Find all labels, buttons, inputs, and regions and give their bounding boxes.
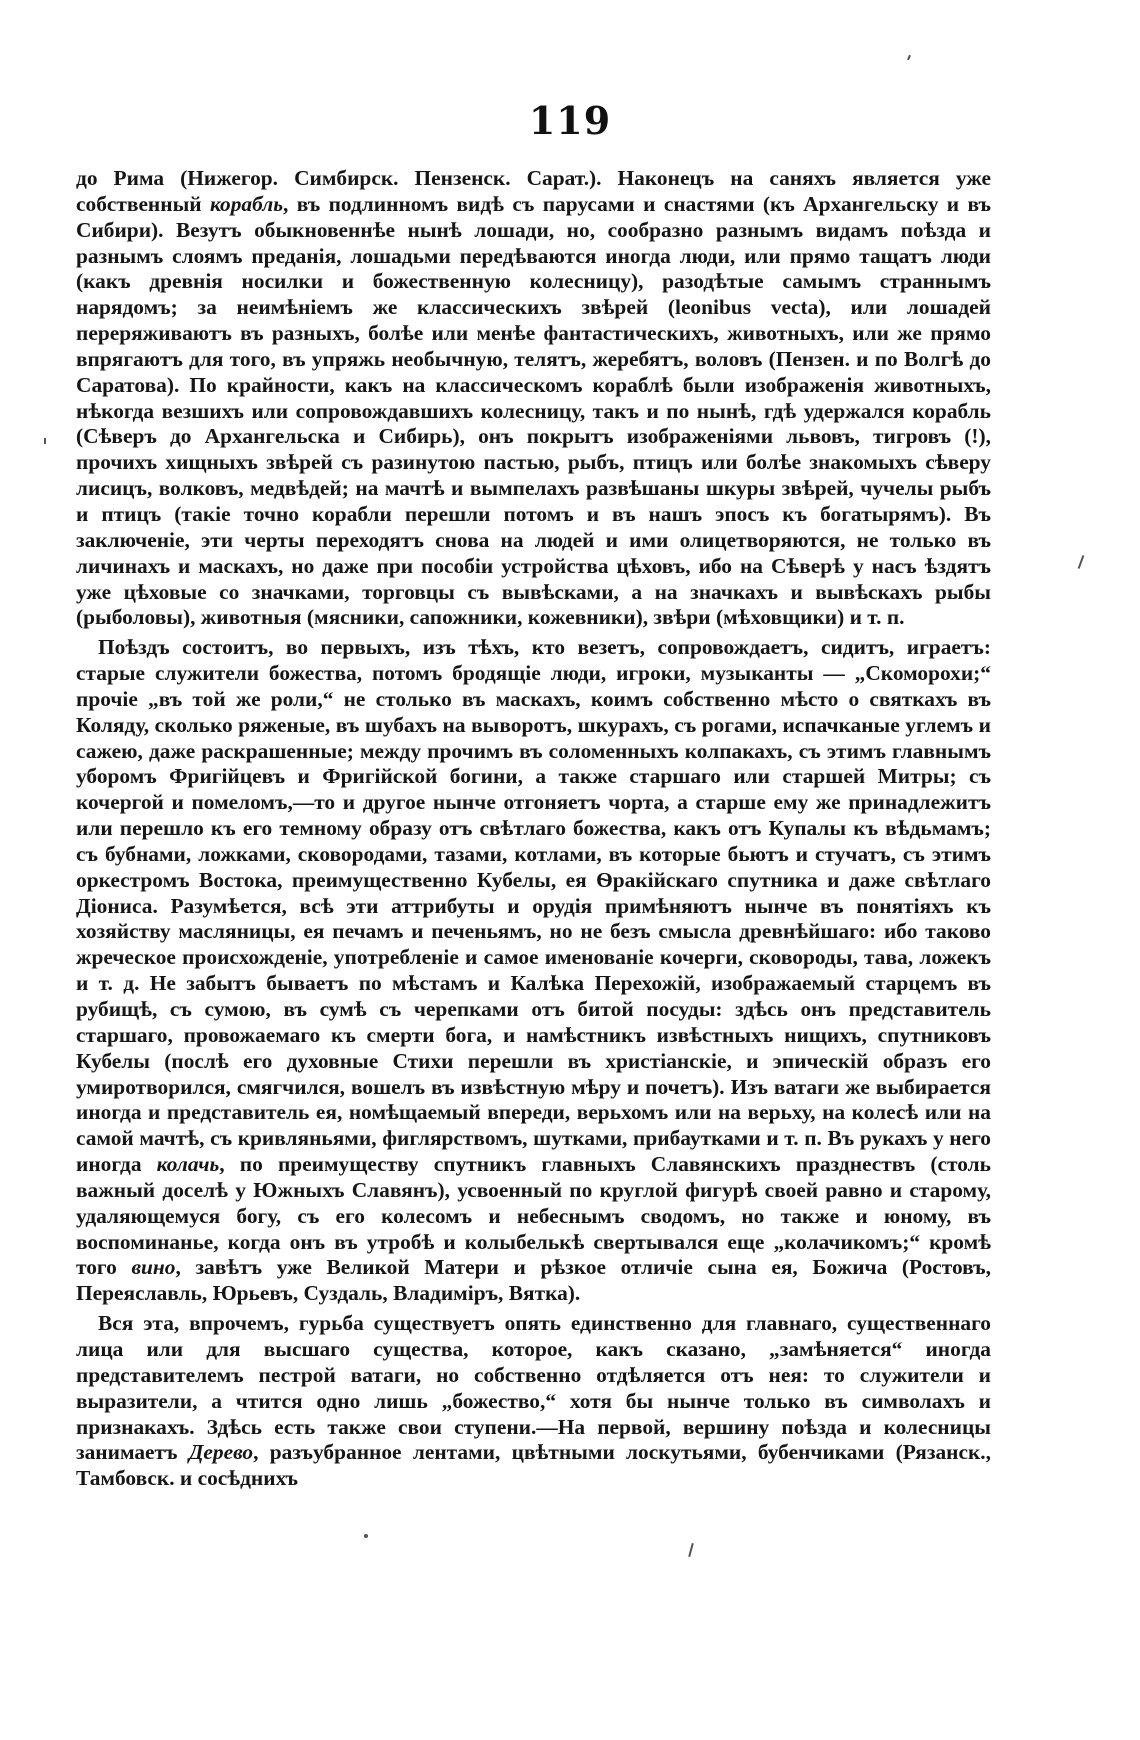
text-run: Поѣздъ состоитъ, во первыхъ, изъ тѣхъ, кто везетъ, сопровождаетъ, сидитъ, играетъ: старые служители божества, потомъ бродящіе люди, игроки, музыканты — „Скоморохи;“ прочіе „въ той же роли,“ не столько въ маскахъ, коимъ собственно мѣсто о святкахъ въ Коляду, сколько ряженые, въ шубахъ на выворотъ, шкурахъ, съ рогами, испачканые углемъ и сажею, даже раскрашенные; между прочимъ въ соломенныхъ колпакахъ, съ этимъ главнымъ уборомъ Фригійцевъ и Фригійской богини, а также старшаго или старшей Митры; съ кочергой и помеломъ,—то и другое нынче отгоняетъ чорта, а старше ему же принадлежитъ или перешло къ его темному образу отъ свѣтлаго божества, какъ отъ Купалы къ вѣдьмамъ; съ бубнами, ложками, сковородами, тазами, котлами, въ которые бьютъ и стучатъ, съ этимъ оркестромъ Востока, преимущественно Кубелы, ея Ѳракійскаго спутника и даже свѣтлаго Діониса. Разумѣется, всѣ эти аттрибуты и орудія примѣняютъ нынче въ понятіяхъ къ хозяйству масляницы, ея печамъ и печеньямъ, но не безъ смысла древнѣйшаго: ибо таково жреческое происхожденіе, употребленіе и самое именованіе кочерги, сковороды, тава, ложекъ и т. д. Не забытъ бываетъ по мѣстамъ и Калѣка Перехожій, изображаемый старцемъ въ рубищѣ, съ сумою, въ сумѣ съ черепками отъ битой посуды: здѣсь онъ представитель старшаго, провожаемаго къ смерти бога, и намѣстникъ извѣстныхъ нищихъ, спутниковъ Кубелы (послѣ его духовные Стихи перешли въ христіанскіе, и эпическій образъ его умиротворился, смягчился, вошелъ въ извѣстную мѣру и почетъ). Изъ ватаги же выбирается иногда и представитель ея, номѣщаемый впереди, верьхомъ или на верьху, на колесѣ или на самой мачтѣ, съ кривляньями, фиглярствомъ, шутками, прибаутками и т. п. Въ рукахъ у него иногда — [76, 635, 991, 1177]
scan-speck — [688, 1543, 694, 1557]
page-number: 119 — [528, 98, 612, 143]
paragraph — [76, 1311, 991, 1492]
italic-term: корабль — [209, 191, 283, 216]
body-text — [76, 166, 991, 1492]
text-run: , по преимуществу спутникъ главныхъ Славянскихъ празднествъ (столь важный доселѣ у Южныхъ Славянъ), усвоенный по круглой фигурѣ своей равно и старому, удаляющемуся богу, съ его колесомъ и небеснымъ сводомъ, но также и юному, въ воспоминанье, когда онъ въ утробѣ и колыбелькѣ свертывался еще „колачикомъ;“ кромѣ того — [76, 1152, 991, 1280]
paragraph — [76, 635, 991, 1307]
text-run: , завѣтъ уже Великой Матери и рѣзкое отличіе сына ея, Божича (Ростовъ, Переяславль, Юрьевъ, Суздаль, Владиміръ, Вятка). — [76, 1255, 991, 1306]
italic-term: вино — [131, 1255, 176, 1280]
scan-speck — [364, 1534, 368, 1538]
paragraph — [76, 166, 991, 631]
scan-speck — [1078, 555, 1085, 569]
text-run: , въ подлинномъ видѣ съ парусами и снастями (къ Архангельску и въ Сибири). Везутъ обыкновеннѣе нынѣ лошади, но, сообразно разнымъ видамъ поѣзда и разнымъ слоямъ преданія, лошадьми передѣваются иногда люди, или прямо тащатъ люди (какъ древнія носилки и божественную колесницу), разодѣтые самымъ страннымъ нарядомъ; за неимѣніемъ же классическихъ звѣрей (leonibus vecta), или лошадей переряживаютъ въ разныхъ, болѣе или менѣе фантастическихъ, животныхъ, или же прямо впрягаютъ для того, въ упряжь необычную, телятъ, жеребятъ, воловъ (Пензен. и по Волгѣ до Саратова). По крайности, какъ на классическомъ кораблѣ были изображенія животныхъ, нѣкогда везшихъ или сопровождавшихъ колесницу, такъ и по нынѣ, гдѣ удержался корабль (Сѣверъ до Архангельска и Сибирь), онъ покрытъ изображеніями львовъ, тигровъ (!), прочихъ хищныхъ звѣрей съ разинутою пастью, рыбъ, птицъ или болѣе знакомыхъ сѣверу лисицъ, волковъ, медвѣдей; на мачтѣ и вымпелахъ развѣшаны шкуры звѣрей, чучелы рыбъ и птицъ (такіе точно корабли перешли потомъ и въ нашъ эпосъ къ богатырямъ). Въ заключеніе, эти черты переходятъ снова на людей и ими олицетворяются, не только въ личинахъ и маскахъ, но даже при пособіи устройства цѣховъ, ибо на Сѣверѣ у насъ ѣздятъ уже цѣховые со значками, торговцы съ вывѣсками, а на значкахъ и вывѣскахъ рыбы (рыболовы), животныя (мясники, сапожники, кожевники), звѣри (мѣховщики) и т. п. — [76, 191, 991, 630]
italic-term: Дерево — [188, 1440, 254, 1465]
text-run: Вся эта, впрочемъ, гурьба существуетъ опять единственно для главнаго, существеннаго лица или для высшаго существа, которое, какъ сказано, „замѣняется“ иногда представителемъ пестрой ватаги, но собственно отдѣляется отъ нея: то служители и выразители, а чтится одно лишь „божество,“ хотя бы нынче только въ символахъ и признакахъ. Здѣсь есть также свои ступени.—На первой, вершину поѣзда и колесницы занимаетъ — [76, 1311, 991, 1465]
text-run: , разъубранное лентами, цвѣтными лоскутьями, бубенчиками (Рязанск., Тамбовск. и сосѣднихъ — [76, 1440, 991, 1491]
text-run: до Рима (Нижегор. Симбирск. Пензенск. Сарат.). Наконецъ на саняхъ является уже собственный — [76, 166, 991, 216]
scan-speck — [44, 438, 46, 444]
scan-speck — [907, 55, 911, 60]
italic-term: колачь — [156, 1152, 220, 1177]
